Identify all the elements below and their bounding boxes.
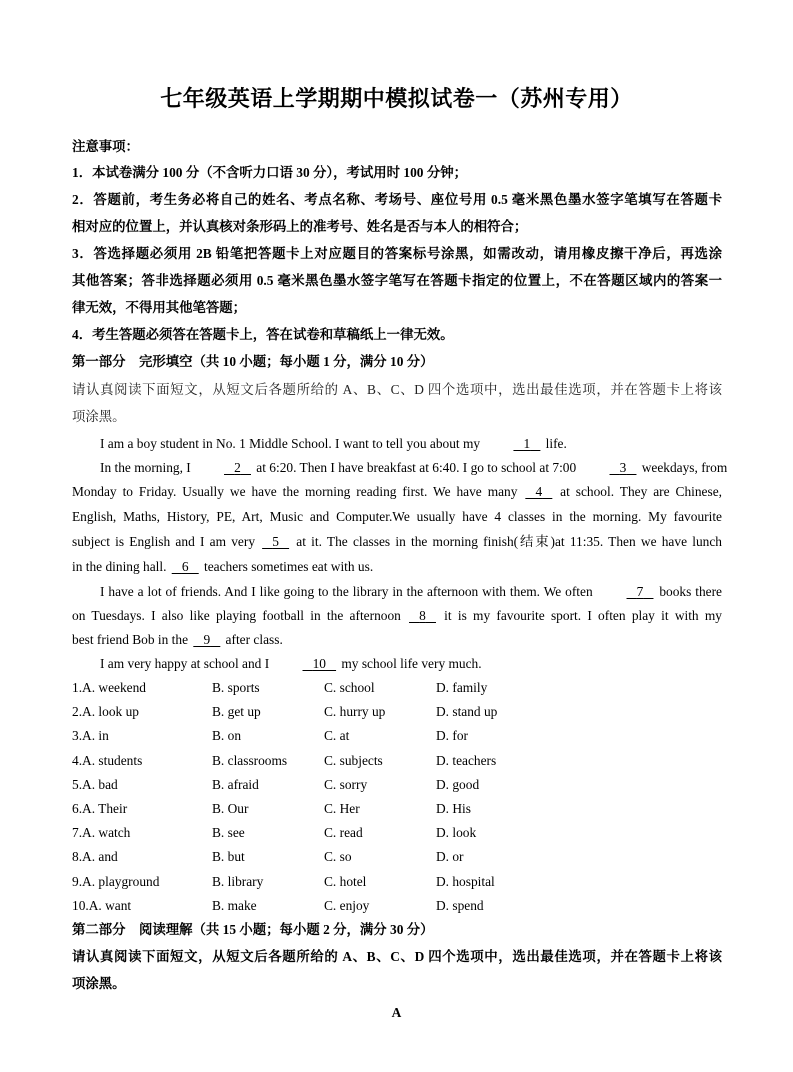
option-7-B: B. see — [212, 825, 245, 841]
option-2-D: D. stand up — [436, 704, 498, 720]
option-3-A: 3.A. in — [72, 728, 109, 744]
option-10-D: D. spend — [436, 897, 484, 913]
exam-title: 七年级英语上学期期中模拟试卷一（苏州专用） — [160, 86, 633, 111]
option-10-C: C. enjoy — [324, 897, 370, 913]
passage-line-3 — [72, 484, 722, 500]
passage-text: after class. — [225, 632, 283, 647]
passage-text: I am a boy student in No. 1 Middle School. I want to tell you about my — [100, 436, 481, 451]
option-9-B: B. library — [212, 873, 264, 889]
notice-heading: 注意事项： — [72, 139, 139, 154]
option-row-2 — [72, 704, 722, 720]
option-row-1 — [72, 680, 722, 696]
passage-line-4: English, Maths, History, PE, Art, Music and Computer.We usually have 4 classes in the morning. My favourite — [72, 509, 722, 524]
option-8-D: D. or — [436, 849, 464, 865]
option-1-A: 1.A. weekend — [72, 680, 146, 695]
passage-text: at it. The classes in the morning finish(结束)at 11:35. Then we have lunch — [296, 534, 722, 549]
passage-line-1 — [72, 436, 722, 452]
blank-10: 10 — [312, 656, 326, 671]
option-row-8 — [72, 849, 722, 865]
option-row-10 — [72, 898, 722, 914]
passage-text: best friend Bob in the — [72, 632, 189, 647]
notice-item-3-cont: 其他答案；答非选择题必须用 0.5 毫米黑色墨水签字笔写在答题卡指定的位置上，不在答题区域内的答案一 — [72, 273, 722, 288]
blank-7: 7 — [636, 584, 644, 599]
option-3-C: C. at — [324, 728, 350, 744]
option-8-B: B. but — [212, 849, 245, 865]
blank-8: 8 — [419, 608, 426, 623]
passage-line-6 — [72, 559, 722, 575]
option-row-6 — [72, 801, 722, 817]
option-9-C: C. hotel — [324, 873, 367, 889]
option-8-A: 8.A. and — [72, 849, 118, 865]
passage-line-9 — [72, 632, 722, 648]
option-8-C: C. so — [324, 849, 352, 865]
passage-text: at school. They are Chinese, — [560, 484, 723, 499]
option-7-C: C. read — [324, 825, 363, 841]
part2-instruction-cont: 项涂黑。 — [72, 976, 126, 991]
passage-text: life. — [545, 436, 567, 451]
option-row-7 — [72, 825, 722, 841]
passage-text: on Tuesdays. I also like playing football in the afternoon — [72, 608, 401, 623]
option-4-A: 4.A. students — [72, 752, 143, 768]
option-5-B: B. afraid — [212, 776, 259, 792]
option-1-D: D. family — [436, 680, 488, 695]
option-6-D: D. His — [436, 801, 471, 816]
option-7-A: 7.A. watch — [72, 825, 131, 841]
option-4-D: D. teachers — [436, 752, 497, 768]
option-6-A: 6.A. Their — [72, 801, 128, 816]
part1-instruction-cont: 项涂黑。 — [72, 409, 126, 424]
option-10-B: B. make — [212, 897, 257, 913]
option-3-D: D. for — [436, 728, 468, 744]
notice-item-2: 2．答题前，考生务必将自己的姓名、考点名称、考场号、座位号用 0.5 毫米黑色墨水签字笔填写在答题卡 — [72, 192, 722, 207]
option-1-B: B. sports — [212, 680, 260, 695]
part2-heading: 第二部分 阅读理解（共 15 小题；每小题 2 分，满分 30 分） — [72, 922, 434, 937]
option-row-4 — [72, 753, 722, 769]
option-3-B: B. on — [212, 728, 242, 744]
option-4-C: C. subjects — [324, 752, 383, 768]
passage-text: in the dining hall. — [72, 559, 167, 574]
blank-9: 9 — [203, 632, 211, 647]
notice-item-1: 1．本试卷满分 100 分（不含听力口语 30 分），考试用时 100 分钟； — [72, 165, 468, 180]
option-5-D: D. good — [436, 776, 480, 792]
passage-text: my school life very much. — [341, 656, 482, 671]
passage-text: Monday to Friday. Usually we have the morning reading first. We have many — [72, 484, 518, 499]
option-6-B: B. Our — [212, 801, 249, 816]
option-2-C: C. hurry up — [324, 704, 386, 720]
passage-text: weekdays, from — [641, 460, 728, 475]
blank-3: 3 — [619, 460, 627, 475]
option-2-A: 2.A. look up — [72, 704, 139, 720]
option-2-B: B. get up — [212, 704, 261, 720]
option-1-C: C. school — [324, 680, 375, 695]
passage-line-7 — [72, 584, 722, 600]
option-10-A: 10.A. want — [72, 897, 132, 913]
passage-line-2 — [72, 460, 728, 476]
option-9-D: D. hospital — [436, 873, 495, 889]
part1-instruction: 请认真阅读下面短文，从短文后各题所给的 A、B、C、D 四个选项中，选出最佳选项，并在答题卡上将该 — [72, 382, 722, 397]
option-4-B: B. classrooms — [212, 752, 288, 768]
notice-item-2-cont: 相对应的位置上，并认真核对条形码上的准考号、姓名是否与本人的相符合； — [72, 219, 528, 234]
option-row-9 — [72, 874, 722, 890]
notice-item-3: 3．答选择题必须用 2B 铅笔把答题卡上对应题目的答案标号涂黑，如需改动，请用橡皮擦干净后，再选涂 — [72, 246, 722, 261]
blank-1: 1 — [523, 436, 531, 451]
blank-6: 6 — [181, 559, 189, 574]
passage-line-5 — [72, 534, 722, 550]
option-row-3 — [72, 728, 722, 744]
blank-2: 2 — [234, 460, 241, 475]
passage-text: teachers sometimes eat with us. — [203, 559, 374, 574]
passage-text: subject is English and I am very — [72, 534, 256, 549]
passage-text: books there — [659, 584, 723, 599]
blank-5: 5 — [272, 534, 279, 549]
passage-text: In the morning, I — [100, 460, 191, 475]
option-row-5 — [72, 777, 722, 793]
notice-item-4: 4．考生答题必须答在答题卡上，答在试卷和草稿纸上一律无效。 — [72, 327, 454, 342]
passage-line-8 — [72, 608, 722, 624]
passage-text: at 6:20. Then I have breakfast at 6:40. I go to school at 7:00 — [256, 460, 577, 475]
option-6-C: C. Her — [324, 801, 360, 816]
part2-instruction: 请认真阅读下面短文，从短文后各题所给的 A、B、C、D 四个选项中，选出最佳选项，并在答题卡上将该 — [72, 949, 722, 964]
passage-line-10 — [72, 656, 722, 672]
option-5-C: C. sorry — [324, 776, 368, 792]
option-7-D: D. look — [436, 825, 477, 841]
option-5-A: 5.A. bad — [72, 776, 118, 792]
blank-4: 4 — [535, 484, 543, 499]
part1-heading: 第一部分 完形填空（共 10 小题；每小题 1 分，满分 10 分） — [72, 354, 434, 369]
option-9-A: 9.A. playground — [72, 873, 160, 889]
notice-item-3-end: 律无效，不得用其他笔答题； — [72, 300, 247, 315]
passage-text: I am very happy at school and I — [100, 656, 270, 671]
passage-text: I have a lot of friends. And I like going to the library in the afternoon with them. We often — [100, 584, 593, 599]
section-label-a: A — [391, 1005, 402, 1020]
passage-text: it is my favourite sport. I often play it with my — [444, 608, 722, 623]
